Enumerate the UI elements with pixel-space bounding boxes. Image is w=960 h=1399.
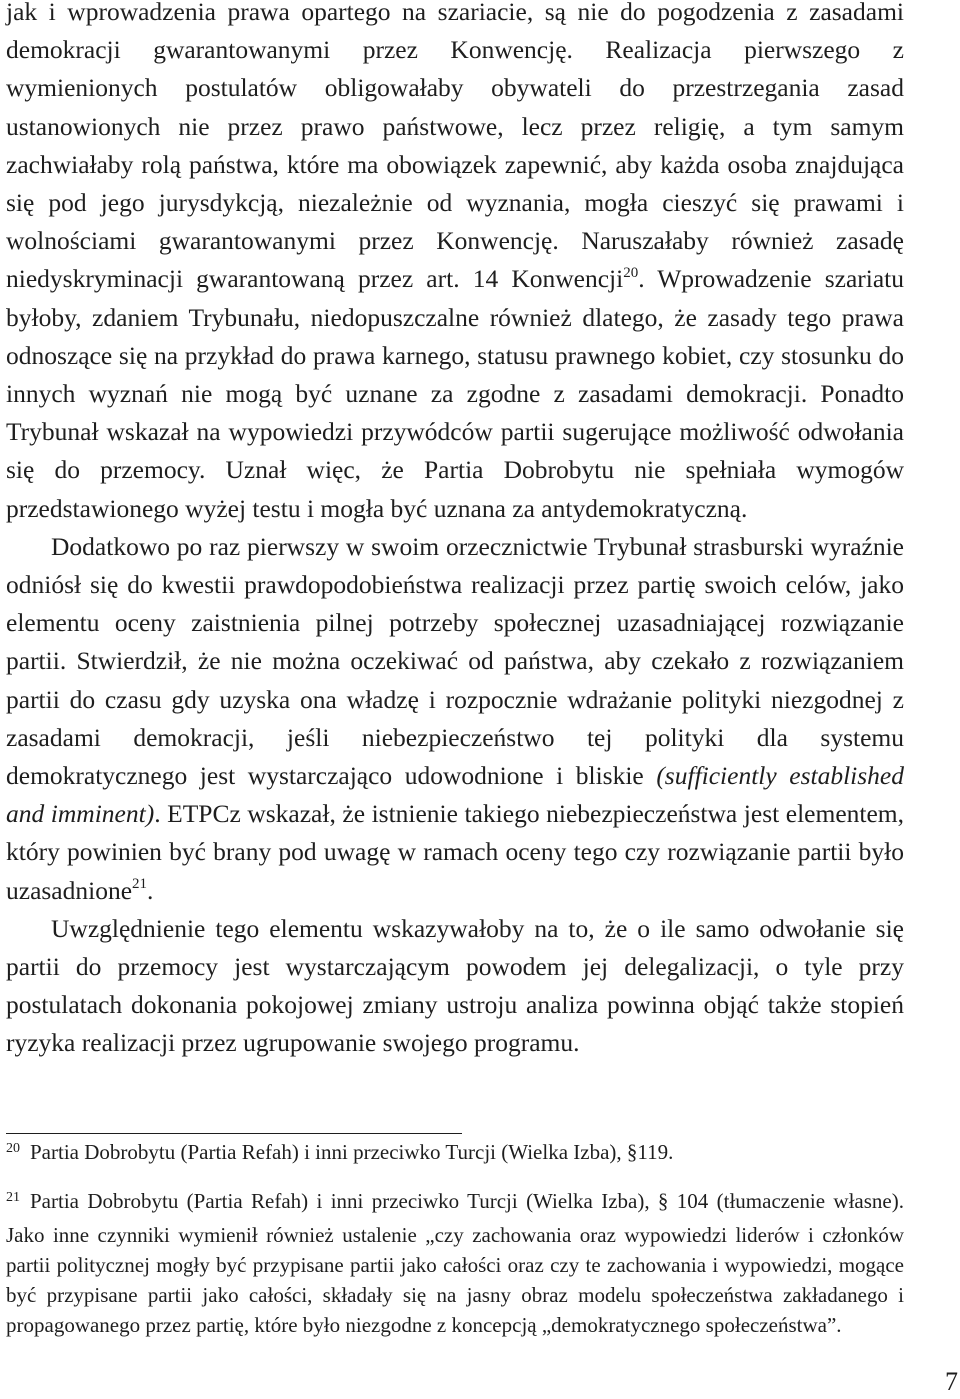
paragraph-2-text-c: . [147, 875, 154, 905]
footnote-21-number: 21 [6, 1190, 20, 1205]
paragraph-3: Uwzględnienie tego elementu wskazywałoby na to, że o ile samo odwołanie się partii do przemocy jest wystarczającym powodem jej delegalizacji, o tyle przy postulatach dokonania pokojowej zmiany ustroju analiza powinna objąć także stopień ryzyka realizacji przez ugrupowanie swojego programu. [6, 913, 904, 1058]
paragraph-2-text-b: . ETPCz wskazał, że istnienie takiego niebezpieczeństwa jest elementem, który powinien być brany pod uwagę w ramach oceny tego czy rozwiązanie partii było uzasadnione [6, 799, 904, 905]
footnotes [6, 1137, 904, 1340]
paragraph-1-text-b: . Wprowadzenie szariatu byłoby, zdaniem Trybunału, niedopuszczalne również dlatego, że zasady tego prawa odnoszące się na przykład do prawa karnego, statusu prawnego kobiet, czy stosunku do innych wyznań nie mogą być uznane za zgodne z zasadami demokracji. Ponadto Trybunał wskazał na wypowiedzi przywódców partii sugerujące możliwość odwołania się do przemocy. Uznał więc, że Partia Dobrobytu nie spełniała wymogów przedstawionego wyżej testu i mogła być uznana za antydemokratyczną. [6, 264, 904, 523]
paragraph-2-text-a: Dodatkowo po raz pierwszy w swoim orzecznictwie Trybunał strasburski wyraźnie odniósł się do kwestii prawdopodobieństwa realizacji przez partię swoich celów, jako elementu oceny zaistnienia pilnej potrzeby społecznej uzasadniającej rozwiązanie partii. Stwierdził, że nie można oczekiwać od państwa, aby czekało z rozwiązaniem partii do czasu gdy uzyska ona władzę i rozpocznie wdrażanie polityki niezgodnej z zasadami demokracji, jeśli niebezpieczeństwo tej polityki dla systemu demokratycznego jest wystarczająco udowodnione i bliskie [6, 531, 904, 791]
main-text [6, 0, 904, 1063]
footnote-20-text: Partia Dobrobytu (Partia Refah) i inni przeciwko Turcji (Wielka Izba), §119. [30, 1140, 674, 1164]
footnote-ref-21: 21 [132, 876, 148, 893]
page-number: 7 [945, 1367, 958, 1396]
footnote-20-number: 20 [6, 1141, 20, 1156]
footnote-21 [6, 1186, 904, 1340]
paragraph-2-italic: (sufficiently established and imminent) [6, 761, 904, 829]
footnote-21-text: Partia Dobrobytu (Partia Refah) i inni przeciwko Turcji (Wielka Izba), § 104 (tłumaczenie własne). Jako inne czynniki wymienił również ustalenie „czy zachowania oraz wypowiedzi liderów i członków partii politycznej mogły być przypisane partii jako całości oraz czy te zachowania i wypowiedzi, mogące być przypisane partii jako całości, składały się na jasny obraz modelu społeczeństwa zakładanego i propagowanego przez partię, które było niezgodne z koncepcją „demokratycznego społeczeństwa”. [6, 1189, 904, 1337]
paragraph-2 [6, 528, 904, 910]
paragraph-1 [6, 0, 904, 528]
footnote-20 [6, 1137, 904, 1171]
footnote-ref-20: 20 [623, 264, 639, 281]
paragraph-1-text-a: jak i wprowadzenia prawa opartego na szariacie, są nie do pogodzenia z zasadami demokracji gwarantowanymi przez Konwencję. Realizacja pierwszego z wymienionych postulatów obligowałaby obywateli do przestrzegania zasad ustanowionych nie przez prawo państwowe, lecz przez religię, a tym samym zachwiałaby rolą państwa, które ma obowiązek zapewnić, aby każda osoba znajdująca się pod jego jurysdykcją, niezależnie od wyznania, mogła cieszyć się prawami i wolnościami gwarantowanymi przez Konwencję. Naruszałaby również zasadę niedyskryminacji gwarantowaną przez art. 14 Konwencji [6, 0, 904, 294]
footnote-separator [6, 1133, 462, 1134]
